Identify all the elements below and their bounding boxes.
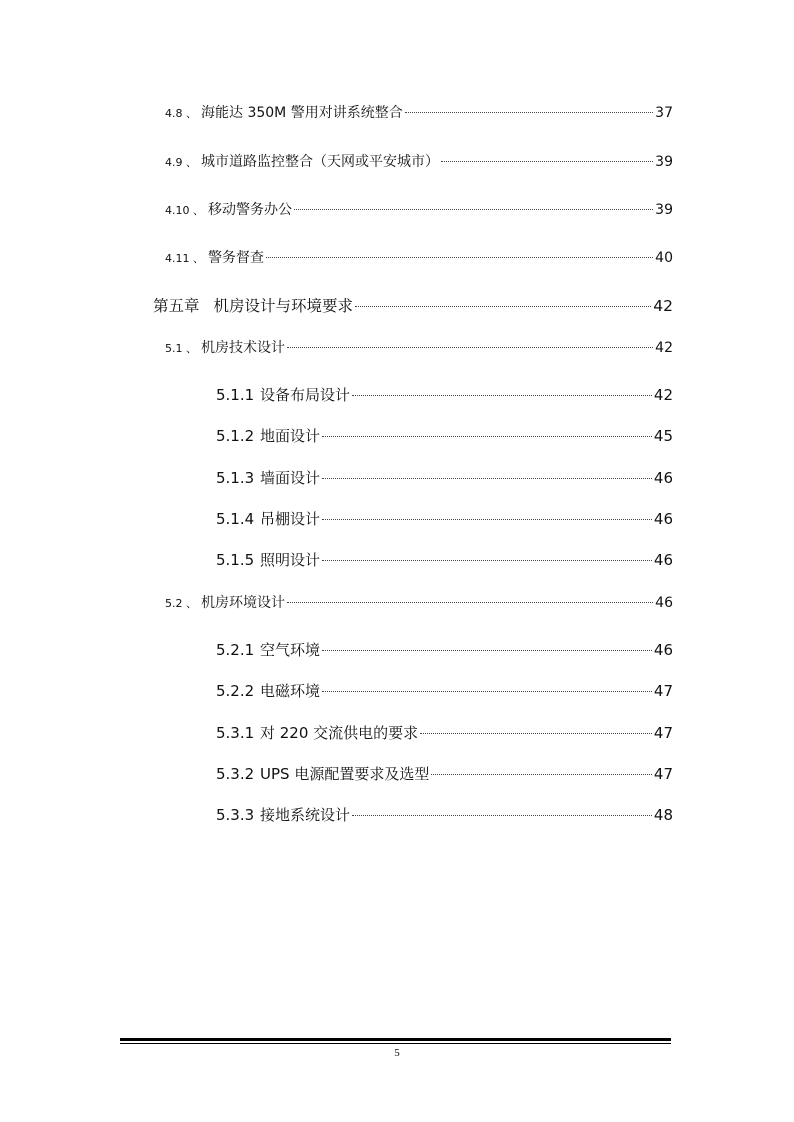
toc-dot-leader [352, 815, 652, 816]
toc-entry-title: 对 220 交流供电的要求 [260, 724, 419, 742]
toc-entry[interactable] [165, 151, 673, 171]
toc-entry-page: 45 [653, 427, 673, 445]
toc-entry-title: 地面设计 [260, 427, 321, 445]
toc-chapter-entry[interactable] [153, 294, 673, 316]
toc-subentry[interactable] [216, 680, 673, 701]
toc-entry-page: 46 [653, 641, 673, 659]
toc-entry-number: 5.2.2 [216, 682, 255, 700]
toc-entry-title: 接地系统设计 [260, 806, 351, 824]
toc-entry-title: 海能达 350M 警用对讲系统整合 [201, 105, 403, 121]
toc-entry-page: 42 [653, 386, 673, 404]
toc-entry-page: 47 [653, 682, 673, 700]
toc-subentry[interactable] [216, 508, 673, 529]
toc-entry-number: 4.9 、 [165, 156, 197, 169]
toc-entry-page: 39 [655, 202, 673, 218]
toc-entry-title: 墙面设计 [260, 469, 321, 487]
toc-dot-leader [266, 257, 653, 258]
toc-entry-title: 设备布局设计 [260, 386, 351, 404]
toc-dot-leader [322, 519, 652, 520]
toc-dot-leader [322, 691, 652, 692]
toc-entry-number: 5.1 、 [165, 342, 197, 355]
toc-dot-leader [355, 306, 651, 307]
toc-entry-page: 40 [655, 250, 673, 266]
toc-dot-leader [322, 650, 652, 651]
page-number: 5 [394, 1047, 400, 1059]
toc-subentry[interactable] [216, 722, 673, 743]
toc-chapter-number: 第五章 [153, 297, 200, 315]
toc-entry-title: 照明设计 [260, 551, 321, 569]
toc-dot-leader [322, 478, 652, 479]
toc-entry[interactable] [165, 592, 673, 612]
toc-subentry[interactable] [216, 639, 673, 660]
toc-entry-title: 吊棚设计 [260, 510, 321, 528]
toc-entry-number: 5.1.5 [216, 551, 255, 569]
toc-subentry[interactable] [216, 384, 673, 405]
toc-subentry[interactable] [216, 549, 673, 570]
toc-entry-title: 警务督查 [208, 250, 264, 266]
toc-entry-number: 5.3.2 [216, 765, 255, 783]
toc-entry-page: 39 [655, 154, 673, 170]
toc-entry-title: 移动警务办公 [208, 202, 292, 218]
toc-entry-number: 4.10 、 [165, 204, 204, 217]
footer-rule [120, 1038, 671, 1041]
toc-entry-number: 5.1.1 [216, 386, 255, 404]
toc-dot-leader [405, 112, 653, 113]
toc-entry-title: UPS 电源配置要求及选型 [260, 765, 430, 783]
toc-subentry[interactable] [216, 804, 673, 825]
toc-entry-page: 42 [653, 297, 673, 315]
toc-entry-page: 46 [653, 510, 673, 528]
toc-entry-number: 5.3.3 [216, 806, 255, 824]
toc-entry-number: 5.3.1 [216, 724, 255, 742]
toc-dot-leader [431, 774, 652, 775]
toc-entry[interactable] [165, 247, 673, 267]
toc-entry-number: 4.11 、 [165, 252, 204, 265]
toc-entry-page: 46 [655, 595, 673, 611]
toc-entry-title: 城市道路监控整合（天网或平安城市） [201, 154, 439, 170]
toc-entry-number: 5.1.2 [216, 427, 255, 445]
toc-dot-leader [352, 395, 652, 396]
toc-entry-number: 5.2.1 [216, 641, 255, 659]
toc-dot-leader [294, 209, 653, 210]
toc-entry-number: 5.1.3 [216, 469, 255, 487]
toc-dot-leader [322, 560, 652, 561]
toc-entry-number: 5.2 、 [165, 597, 197, 610]
toc-dot-leader [441, 161, 653, 162]
toc-entry[interactable] [165, 337, 673, 357]
toc-chapter-title: 机房设计与环境要求 [213, 297, 354, 315]
toc-entry-page: 48 [653, 806, 673, 824]
toc-entry-title: 机房技术设计 [201, 340, 285, 356]
footer-rule-thin [120, 1043, 671, 1044]
toc-entry-page: 46 [653, 551, 673, 569]
toc-entry-page: 47 [653, 765, 673, 783]
toc-entry-page: 37 [655, 105, 673, 121]
toc-dot-leader [287, 602, 653, 603]
toc-entry-title: 机房环境设计 [201, 595, 285, 611]
toc-entry-page: 47 [653, 724, 673, 742]
toc-subentry[interactable] [216, 467, 673, 488]
toc-entry[interactable] [165, 199, 673, 219]
toc-dot-leader [420, 733, 652, 734]
toc-entry-page: 42 [655, 340, 673, 356]
toc-entry-title: 电磁环境 [260, 682, 321, 700]
toc-dot-leader [287, 347, 653, 348]
toc-dot-leader [322, 436, 652, 437]
toc-entry-page: 46 [653, 469, 673, 487]
toc-entry-number: 4.8 、 [165, 107, 197, 120]
toc-entry[interactable] [165, 102, 673, 122]
toc-entry-number: 5.1.4 [216, 510, 255, 528]
toc-subentry[interactable] [216, 763, 673, 784]
toc-entry-title: 空气环境 [260, 641, 321, 659]
toc-subentry[interactable] [216, 425, 673, 446]
